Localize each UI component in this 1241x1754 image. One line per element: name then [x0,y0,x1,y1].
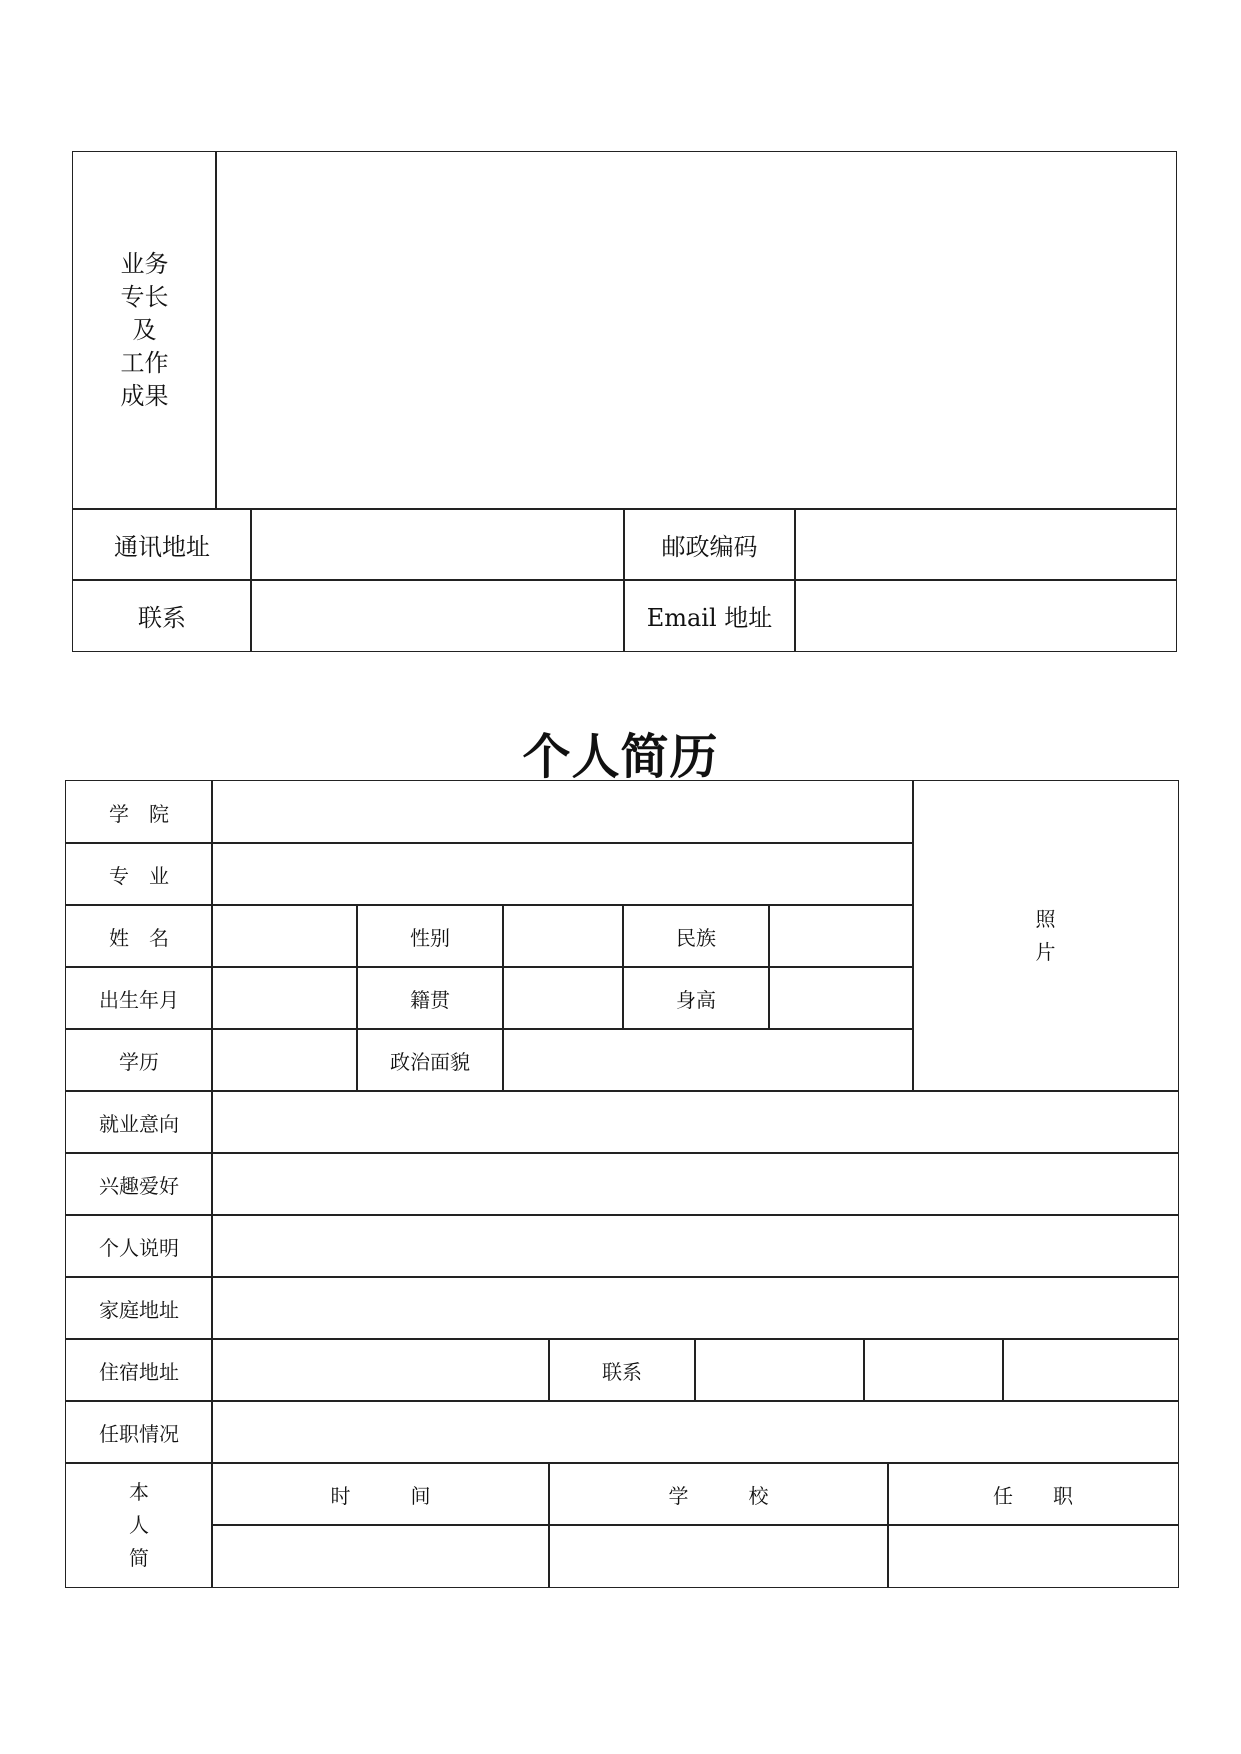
education-field[interactable] [211,1028,358,1092]
statement-field[interactable] [211,1214,1179,1278]
email-field[interactable] [794,579,1177,652]
political-field[interactable] [502,1028,914,1092]
gender-field[interactable] [502,904,624,968]
name-field[interactable] [211,904,358,968]
birth-label: 出生年月 [65,966,213,1030]
dorm-label: 住宿地址 [65,1338,213,1402]
role-header: 任 职 [887,1462,1179,1526]
political-label: 政治面貌 [356,1028,504,1092]
hobby-label: 兴趣爱好 [65,1152,213,1216]
school-header: 学 校 [548,1462,889,1526]
address-label: 通讯地址 [72,508,252,581]
skills-label: 业务 专长 及 工作 成果 [72,151,217,510]
ethnicity-label: 民族 [622,904,770,968]
college-label: 学 院 [65,780,213,844]
major-field[interactable] [211,842,914,906]
college-field[interactable] [211,780,914,844]
dorm-contact-field-3[interactable] [1002,1338,1179,1402]
skills-field[interactable] [215,151,1177,510]
height-field[interactable] [768,966,914,1030]
contact-label: 联系 [72,579,252,652]
history-school-field[interactable] [548,1524,889,1588]
contact-field[interactable] [250,579,625,652]
education-label: 学历 [65,1028,213,1092]
email-label: Email 地址 [623,579,796,652]
address-field[interactable] [250,508,625,581]
dorm-contact-label: 联系 [548,1338,696,1402]
dorm-contact-field-1[interactable] [694,1338,865,1402]
history-role-field[interactable] [887,1524,1179,1588]
home-field[interactable] [211,1276,1179,1340]
statement-label: 个人说明 [65,1214,213,1278]
gender-label: 性别 [356,904,504,968]
home-label: 家庭地址 [65,1276,213,1340]
position-field[interactable] [211,1400,1179,1464]
postcode-label: 邮政编码 [623,508,796,581]
postcode-field[interactable] [794,508,1177,581]
name-label: 姓 名 [65,904,213,968]
major-label: 专 业 [65,842,213,906]
height-label: 身高 [622,966,770,1030]
time-header: 时 间 [211,1462,550,1526]
page-title: 个人简历 [522,729,719,785]
employment-label: 就业意向 [65,1090,213,1154]
native-field[interactable] [502,966,624,1030]
hobby-field[interactable] [211,1152,1179,1216]
native-label: 籍贯 [356,966,504,1030]
employment-field[interactable] [211,1090,1179,1154]
ethnicity-field[interactable] [768,904,914,968]
dorm-contact-field-2[interactable] [863,1338,1004,1402]
history-time-field[interactable] [211,1524,550,1588]
dorm-field[interactable] [211,1338,550,1402]
photo-box[interactable]: 照 片 [912,780,1179,1092]
position-label: 任职情况 [65,1400,213,1464]
birth-field[interactable] [211,966,358,1030]
history-label: 本 人 简 [65,1462,213,1588]
